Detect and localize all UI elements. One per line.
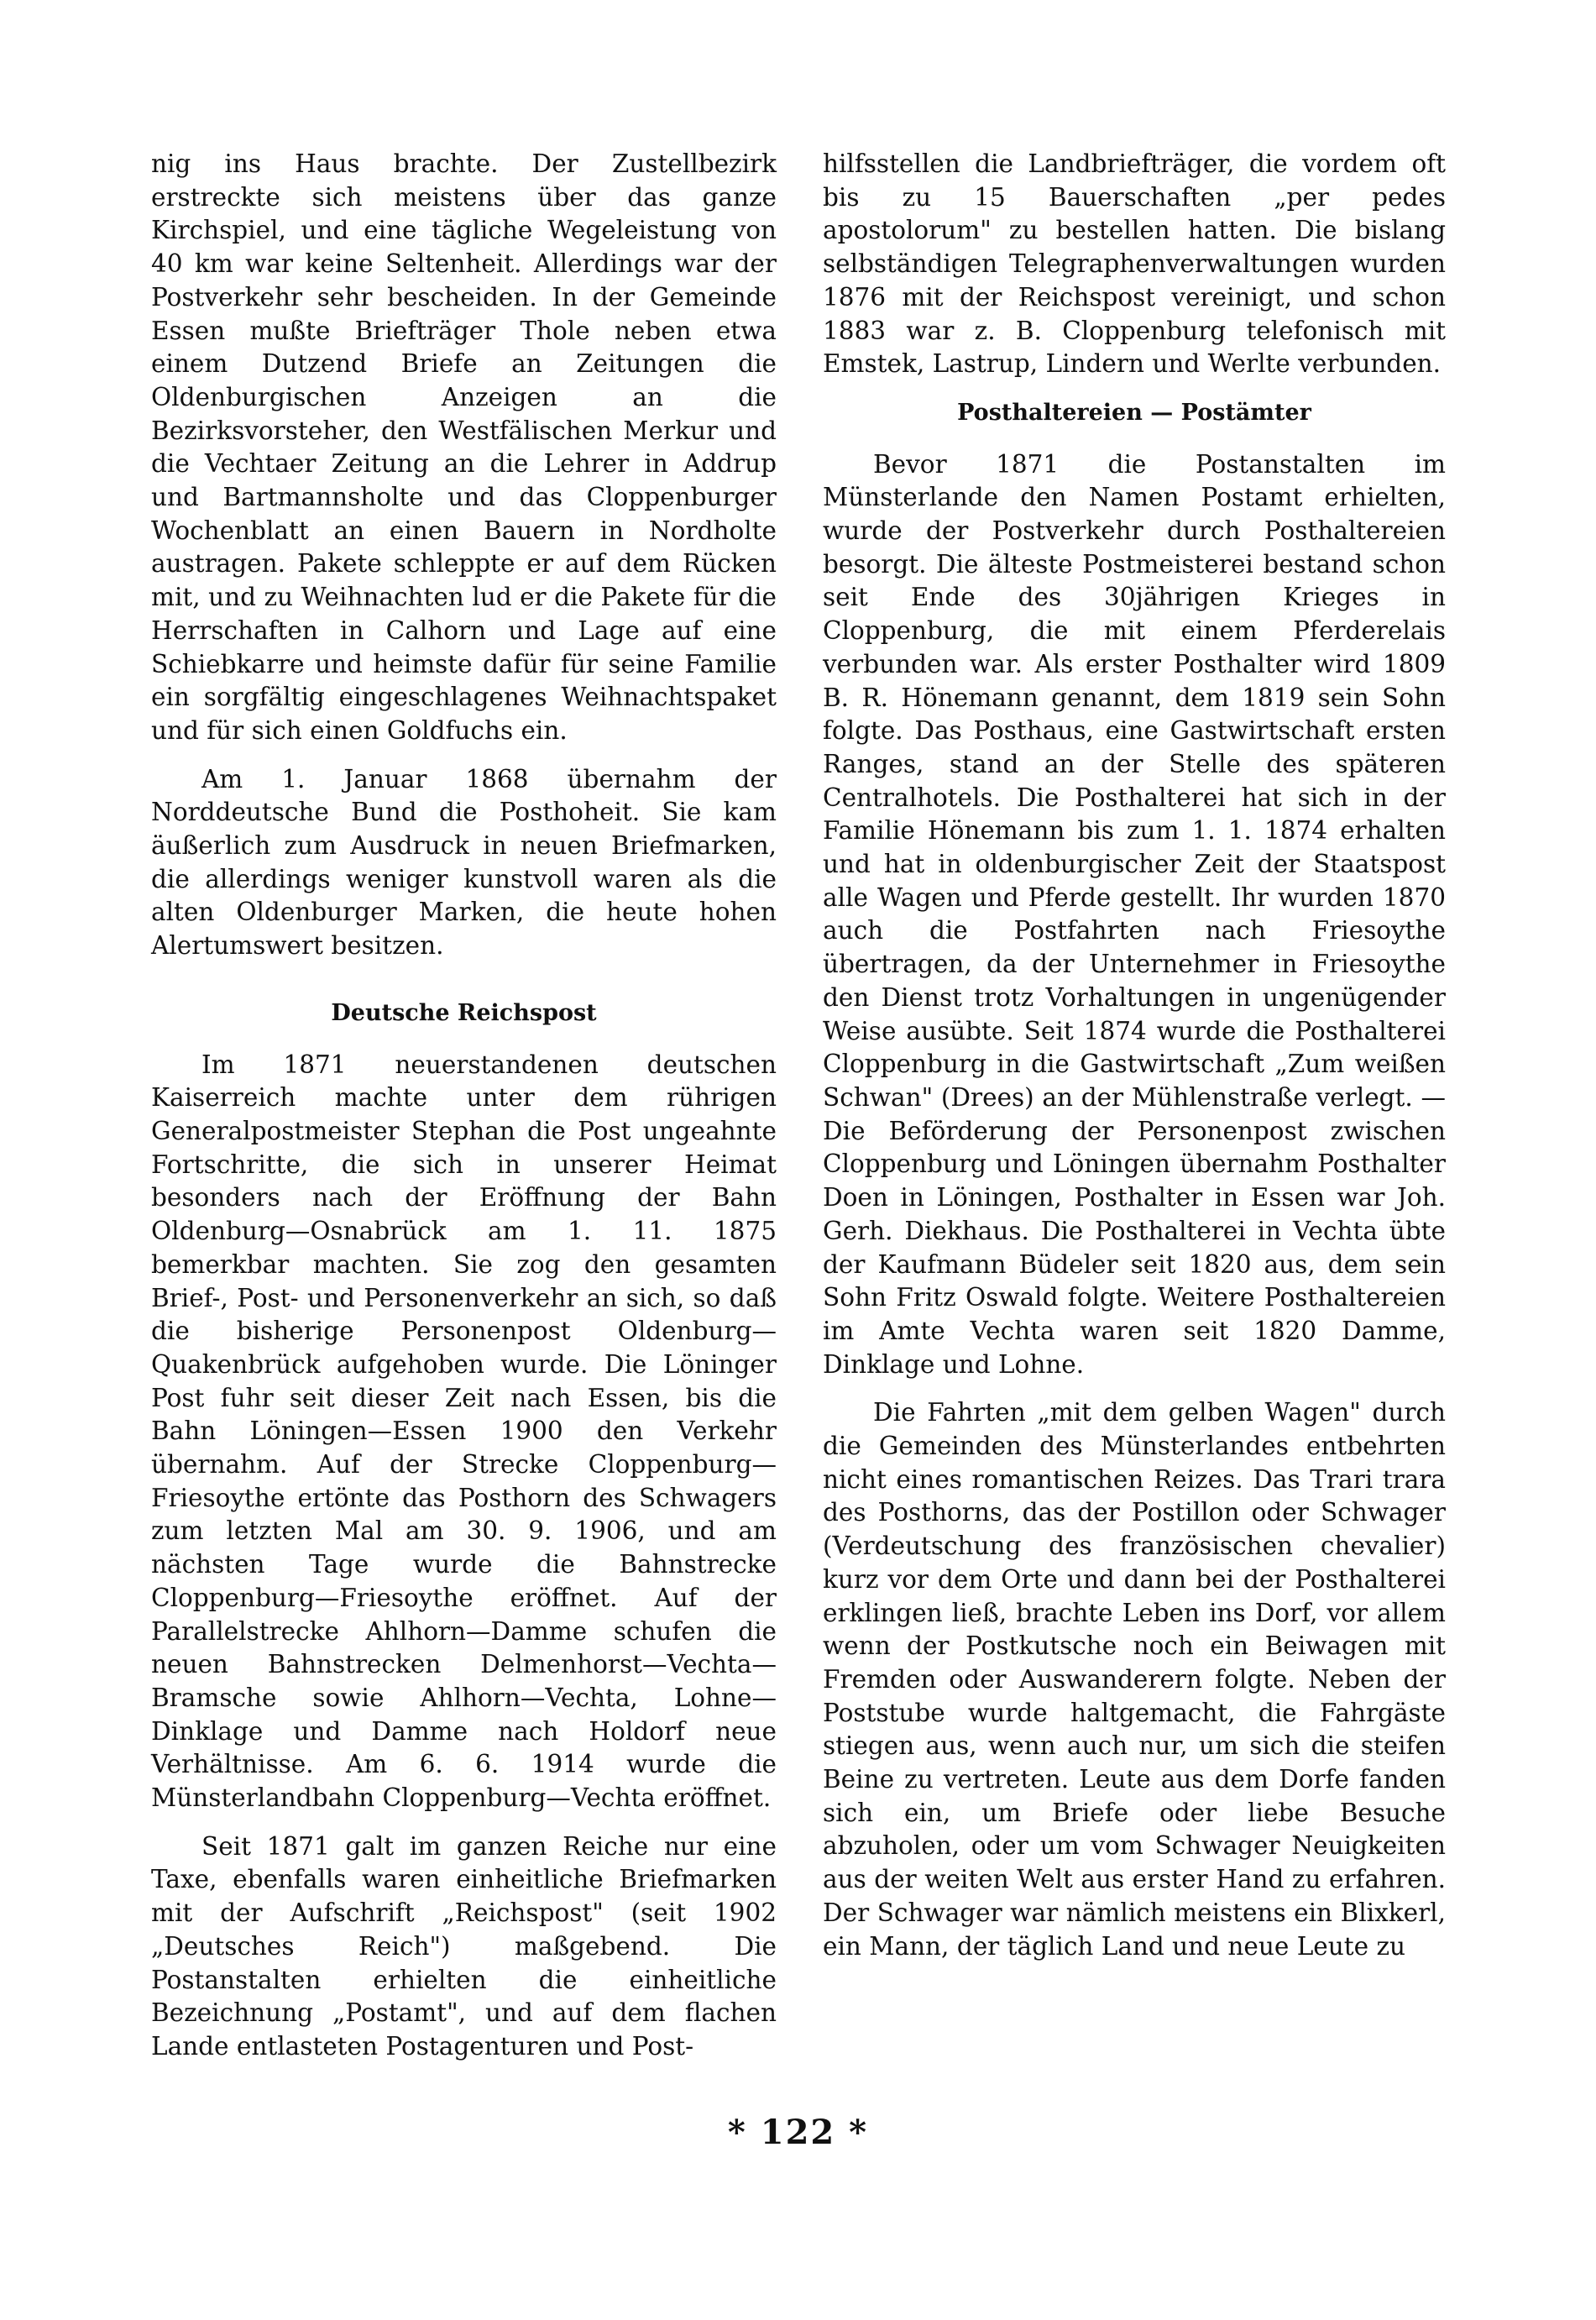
- section-heading: Posthaltereien — Postämter: [957, 399, 1311, 426]
- page-number: * 122 *: [727, 2113, 869, 2152]
- paragraph: nig ins Haus brachte. Der Zustellbezirk erstreckte sich meistens über das ganze Kirchspiel, und eine tägliche Wegeleistung von 40 km war keine Seltenheit. Allerdings war der Postverkehr sehr bescheiden. In der Gemeinde Essen mußte Briefträger Thole neben etwa einem Dutzend Briefe an Zeitungen die Oldenburgischen Anzeigen an die Bezirksvorsteher, den Westfälischen Merkur und die Vechtaer Zeitung an die Lehrer in Addrup und Bartmannsholte und das Cloppenburger Wochenblatt an einen Bauern in Nordholte austragen. Pakete schleppte er auf dem Rücken mit, und zu Weihnachten lud er die Pakete für die Herrschaften in Calhorn und Lage auf eine Schiebkarre und heimste dafür für seine Familie ein sorgfältig eingeschlagenes Weihnachtspaket und für sich einen Goldfuchs ein.: [151, 149, 777, 745]
- right-column: [823, 148, 1446, 1963]
- paragraph: Bevor 1871 die Postanstalten im Münsterlande den Namen Postamt erhielten, wurde der Postverkehr durch Posthaltereien besorgt. Die älteste Postmeisterei bestand schon seit Ende des 30jährigen Krieges in Cloppenburg, die mit einem Pferderelais verbunden war. Als erster Posthalter wird 1809 B. R. Hönemann genannt, dem 1819 sein Sohn folgte. Das Posthaus, eine Gastwirtschaft ersten Ranges, stand an der Stelle des späteren Centralhotels. Die Posthalterei hat sich in der Familie Hönemann bis zum 1. 1. 1874 erhalten und hat in oldenburgischer Zeit der Staatspost alle Wagen und Pferde gestellt. Ihr wurden 1870 auch die Postfahrten nach Friesoythe übertragen, da der Unternehmer in Friesoythe den Dienst trotz Vorhaltungen in ungenügender Weise ausübte. Seit 1874 wurde die Posthalterei Cloppenburg in die Gastwirtschaft „Zum weißen Schwan" (Drees) an der Mühlenstraße verlegt. — Die Beförderung der Personenpost zwischen Cloppenburg und Löningen übernahm Posthalter Doen in Löningen, Posthalter in Essen war Joh. Gerh. Diekhaus. Die Posthalterei in Vechta übte der Kaufmann Büdeler seit 1820 aus, dem sein Sohn Fritz Oswald folgte. Weitere Posthaltereien im Amte Vechta waren seit 1820 Damme, Dinklage und Lohne.: [823, 449, 1446, 1379]
- paragraph: Die Fahrten „mit dem gelben Wagen" durch die Gemeinden des Münsterlandes entbehrten nicht eines romantischen Reizes. Das Trari trara des Posthorns, das der Postillon oder Schwager (Verdeutschung des französischen chevalier) kurz vor dem Orte und dann bei der Posthalterei erklingen ließ, brachte Leben ins Dorf, vor allem wenn der Postkutsche noch ein Beiwagen mit Fremden oder Auswanderern folgte. Neben der Poststube wurde haltgemacht, die Fahrgäste stiegen aus, wenn auch nur, um sich die steifen Beine zu vertreten. Leute aus dem Dorfe fanden sich ein, um Briefe oder liebe Besuche abzuholen, oder um vom Schwager Neuigkeiten aus der weiten Welt aus erster Hand zu erfahren. Der Schwager war nämlich meistens ein Blixkerl, ein Mann, der täglich Land und neue Leute zu: [823, 1398, 1446, 1961]
- paragraph: Am 1. Januar 1868 übernahm der Norddeutsche Bund die Posthoheit. Sie kam äußerlich zum Ausdruck in neuen Briefmarken, die allerdings weniger kunstvoll waren als die alten Oldenburger Marken, die heute hohen Alertumswert besitzen.: [151, 764, 777, 961]
- left-column: [151, 148, 777, 2064]
- paragraph: Im 1871 neuerstandenen deutschen Kaiserreich machte unter dem rührigen Generalpostmeister Stephan die Post ungeahnte Fortschritte, die sich in unserer Heimat besonders nach der Eröffnung der Bahn Oldenburg—Osnabrück am 1. 11. 1875 bemerkbar machten. Sie zog den gesamten Brief-, Post- und Personenverkehr an sich, so daß die bisherige Personenpost Oldenburg—Quakenbrück aufgehoben wurde. Die Löninger Post fuhr seit dieser Zeit nach Essen, bis die Bahn Löningen—Essen 1900 den Verkehr übernahm. Auf der Strecke Cloppenburg—Friesoythe ertönte das Posthorn des Schwagers zum letzten Mal am 30. 9. 1906, und am nächsten Tage wurde die Bahnstrecke Cloppenburg—Friesoythe eröffnet. Auf der Parallelstrecke Ahlhorn—Damme schufen die neuen Bahnstrecken Delmenhorst—Vechta—Bramsche sowie Ahlhorn—Vechta, Lohne—Dinklage und Damme nach Holdorf neue Verhältnisse. Am 6. 6. 1914 wurde die Münsterlandbahn Cloppenburg—Vechta eröffnet.: [151, 1050, 777, 1813]
- paragraph: hilfsstellen die Landbriefträger, die vordem oft bis zu 15 Bauerschaften „per pedes apostolorum" zu bestellen hatten. Die bislang selbständigen Telegraphenverwaltungen wurden 1876 mit der Reichspost vereinigt, und schon 1883 war z. B. Cloppenburg telefonisch mit Emstek, Lastrup, Lindern und Werlte verbunden.: [823, 149, 1446, 379]
- paragraph: Seit 1871 galt im ganzen Reiche nur eine Taxe, ebenfalls waren einheitliche Briefmarken mit der Aufschrift „Reichspost" (seit 1902 „Deutsches Reich") maßgebend. Die Postanstalten erhielten die einheitliche Bezeichnung „Postamt", und auf dem flachen Lande entlasteten Postagenturen und Post-: [151, 1831, 777, 2061]
- section-heading: Deutsche Reichspost: [331, 999, 597, 1026]
